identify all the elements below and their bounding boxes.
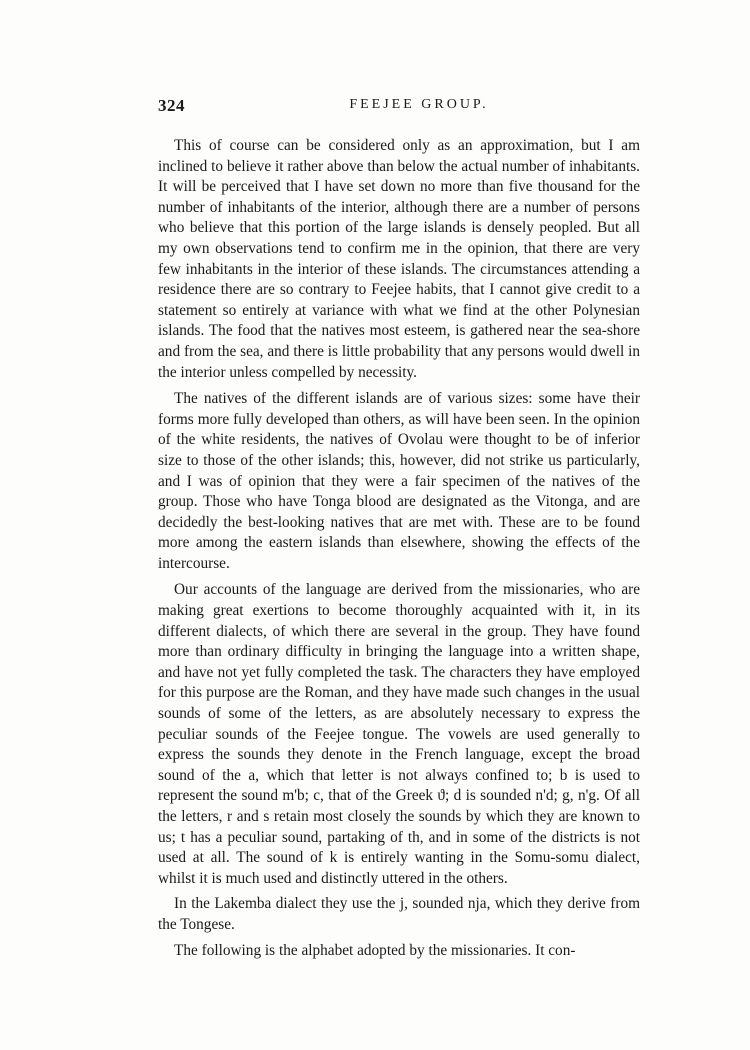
paragraph-population: This of course can be considered only as an approximation, but I am inclined to believe it rather above than below the actual number of inhabitants. It will be perceived that I have set down no more than five thousand for the number of inhabitants of the interior, although there are a number of persons who believe that this portion of the large islands is densely peopled. But all my own observations tend to confirm me in the opinion, that there are very few inhabitants in the interior of these islands. The circumstances attending a residence there are so contrary to Feejee habits, that I cannot give credit to a statement so entirely at variance with what we find at the other Polynesian islands. The food that the natives most esteem, is gathered near the sea-shore and from the sea, and there is little probability that any persons would dwell in the interior unless compelled by necessity. <box>158 137 640 381</box>
body-text <box>158 136 640 961</box>
page-number: 324 <box>158 96 185 115</box>
paragraph-language: Our accounts of the language are derived from the missionaries, who are making great exertions to become thoroughly acquainted with it, in its different dialects, of which there are several in the group. They have found more than ordinary difficulty in bringing the language into a written shape, and have not yet fully completed the task. The characters they have employed for this purpose are the Roman, and they have made such changes in the usual sounds of some of the letters, as are absolutely necessary to express the peculiar sounds of the Feejee tongue. The vowels are used generally to express the sounds they denote in the French language, except the broad sound of the a, which that letter is not always confined to; b is used to represent the sound m'b; c, that of the Greek ϑ; d is sounded n'd; g, n'g. Of all the letters, r and s retain most closely the sounds by which they are known to us; t has a peculiar sound, partaking of th, and in some of the districts is not used at all. The sound of k is entirely wanting in the Somu-somu dialect, whilst it is much used and distinctly uttered in the others. <box>158 581 640 887</box>
paragraph-alphabet: The following is the alphabet adopted by the missionaries. It con- <box>174 941 576 959</box>
page-header <box>158 96 640 120</box>
paragraph-lakemba-dialect: In the Lakemba dialect they use the j, sounded nja, which they derive from the Tongese. <box>158 895 640 933</box>
running-head: FEEJEE GROUP. <box>349 97 489 112</box>
paragraph-natives-sizes: The natives of the different islands are of various sizes: some have their forms more fully developed than others, as will have been seen. In the opinion of the white residents, the natives of Ovolau were thought to be of inferior size to those of the other islands; this, however, did not strike us particularly, and I was of opinion that they were a fair specimen of the natives of the group. Those who have Tonga blood are designated as the Vitonga, and are decidedly the best-looking natives that are met with. These are to be found more among the eastern islands than elsewhere, showing the effects of the intercourse. <box>158 390 640 572</box>
